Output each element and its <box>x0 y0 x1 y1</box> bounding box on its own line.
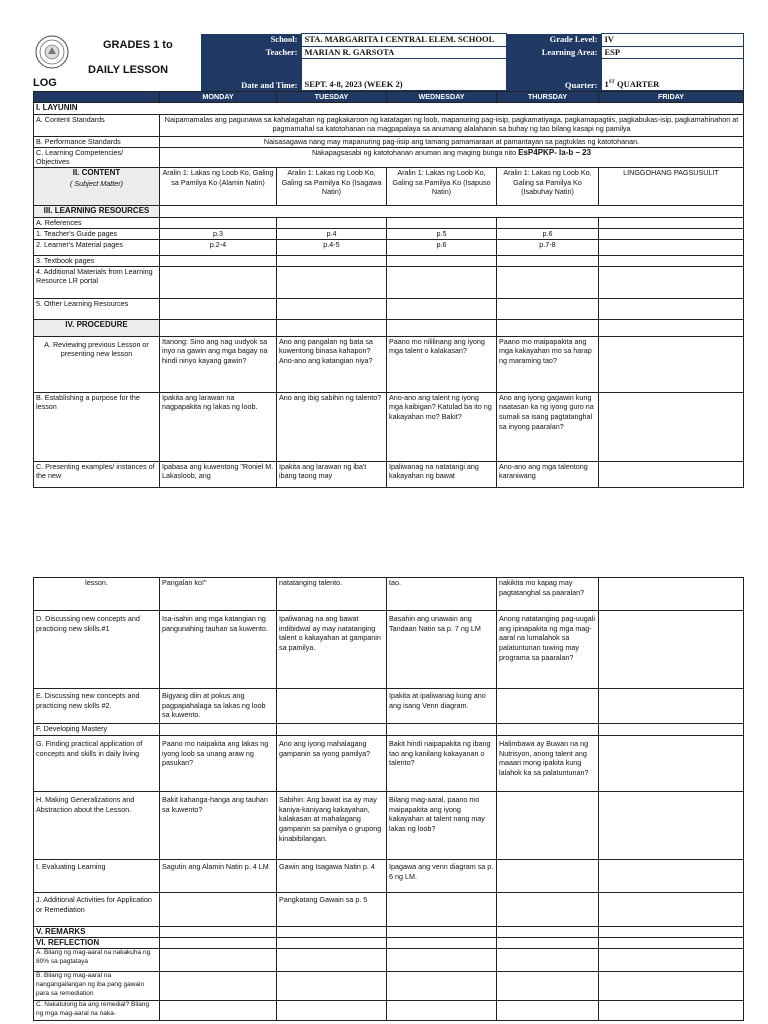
school-value: STA. MARGARITA I CENTRAL ELEM. SCHOOL <box>301 34 506 47</box>
procedure-b-tuesday: Ano ang ibig sabihin ng talento? <box>277 392 387 461</box>
day-monday: MONDAY <box>160 92 277 103</box>
procedure-g-thursday: Halimbawa ay Buwan na ng Nutrisyon, anong talent ang maaari mong ipakita kung lalahok ka sa palatuntunan? <box>497 736 599 792</box>
procedure-j-tuesday: Pangkatang Gawain sa p. 5 <box>277 893 387 927</box>
content-standards-label: A. Content Standards <box>34 114 160 136</box>
lm-monday: p.2-4 <box>160 239 277 255</box>
procedure-e-label: E. Discussing new concepts and practicing new skills #2. <box>34 689 160 724</box>
procedure-c-friday <box>599 461 744 487</box>
procedure-h-label: H. Making Generalizations and Abstraction about the Lesson. <box>34 792 160 860</box>
tg-friday <box>599 228 744 239</box>
procedure-b-wednesday: Ano-ano ang talent ng iyong mga kaibigan? Katulad ba ito ng kakayahan mo? Bakit? <box>387 392 497 461</box>
reflection-a-label: A. Bilang ng mag-aaral na nakakuha ng 80% sa pagtataya <box>34 949 160 972</box>
content-friday: LINGGOHANG PAGSUSULIT <box>599 167 744 205</box>
teacher-value: MARIAN R. GARSOTA <box>301 46 506 59</box>
procedure-d-monday: Isa-isahin ang mga katangian ng pangunahing tauhan sa kuwento. <box>160 611 277 689</box>
procedure-i-label: I. Evaluating Learning <box>34 860 160 893</box>
procedure-i-friday <box>599 860 744 893</box>
procedure-a-label: A. Reviewing previous Lesson or presenting new lesson <box>34 336 160 392</box>
procedure-j-friday <box>599 893 744 927</box>
procedure-j-label: J. Additional Activities for Application or Remediation <box>34 893 160 927</box>
tg-wednesday: p.5 <box>387 228 497 239</box>
content-monday: Aralin 1: Lakas ng Loob Ko, Galing sa Pamilya Ko (Alamin Natin) <box>160 167 277 205</box>
procedure-b-thursday: Ano ang iyong gagawin kung naatasan ka ng iyong guro na sumali sa isang pagtatanghal sa inyong paaralan? <box>497 392 599 461</box>
day-wednesday: WEDNESDAY <box>387 92 497 103</box>
lm-tuesday: p.4-5 <box>277 239 387 255</box>
procedure-d-label: D. Discussing new concepts and practicing new skills.#1 <box>34 611 160 689</box>
procedure-d-thursday: Anong natatanging pag-uugali ang ipinapakita ng mga mag-aaral na lumalahok sa palatuntunan tuwing may programa sa paaralan? <box>497 611 599 689</box>
reflection-b-label: B. Bilang ng mag-aaral na nangangailangan ng iba pang gawain para sa remediation <box>34 972 160 1001</box>
tg-thursday: p.6 <box>497 228 599 239</box>
procedure-g-friday <box>599 736 744 792</box>
procedure-c-wednesday-cont: tao. <box>387 578 497 611</box>
day-thursday: THURSDAY <box>497 92 599 103</box>
reflection-c-label: C. Nakatulong ba ang remedial? Bilang ng mga mag-aaral na naka- <box>34 1001 160 1021</box>
grade-level-value: IV <box>601 34 743 47</box>
procedure-c-label: C. Presenting examples/ instances of the new <box>34 461 160 487</box>
performance-standards-label: B. Performance Standards <box>34 136 160 147</box>
procedure-i-wednesday: Ipagawa ang venn diagram sa p. 6 ng LM. <box>387 860 497 893</box>
grade-level-label: Grade Level: <box>506 34 601 47</box>
procedure-e-wednesday: Ipakita at ipaliwanag kung ano ang isang Venn diagram. <box>387 689 497 724</box>
content-thursday: Aralin 1: Lakas ng Loob Ko, Galing sa Pamilya Ko (Isabuhay Natin) <box>497 167 599 205</box>
learners-material-label: 2. Learner's Material pages <box>34 239 160 255</box>
procedure-e-friday <box>599 689 744 724</box>
procedure-h-thursday <box>497 792 599 860</box>
procedure-c-tuesday: Ipakita ang larawan ng iba't ibang taong may <box>277 461 387 487</box>
dll-title: DAILY LESSON <box>88 64 169 76</box>
procedure-j-wednesday <box>387 893 497 927</box>
reflection-heading: VI. REFLECTION <box>34 938 160 949</box>
procedure-a-wednesday: Paano mo nililinang ang iyong mga talent o kalakasan? <box>387 336 497 392</box>
procedure-c-tuesday-cont: natatanging talento. <box>277 578 387 611</box>
day-friday: FRIDAY <box>599 92 744 103</box>
procedure-c-thursday: Ano-ano ang mga talentong karaniwang <box>497 461 599 487</box>
references-label: A. References <box>34 217 160 228</box>
procedure-heading: IV. PROCEDURE <box>34 319 160 336</box>
quarter-value: 1ST QUARTER <box>601 59 743 91</box>
remarks-heading: V. REMARKS <box>34 927 160 938</box>
procedure-j-monday <box>160 893 277 927</box>
procedure-d-friday <box>599 611 744 689</box>
resources-heading: III. LEARNING RESOURCES <box>34 205 160 217</box>
procedure-b-label: B. Establishing a purpose for the lesson <box>34 392 160 461</box>
teachers-guide-label: 1. Teacher's Guide pages <box>34 228 160 239</box>
procedure-b-friday <box>599 392 744 461</box>
competencies-text: Nakapagsasabi ng katotohanan anuman ang maging bunga nito EsP4PKP- Ia-b – 23 <box>160 147 744 167</box>
content-wednesday: Aralin 1: Lakas ng Loob Ko, Galing sa Pamilya Ko (Isapuso Natin) <box>387 167 497 205</box>
procedure-h-wednesday: Bilang mag-aaral, paano mo maipapakita ang iyong kakayahan at talent nang may lakas ng loob? <box>387 792 497 860</box>
learning-area-value: ESP <box>601 46 743 59</box>
additional-materials-label: 4. Additional Materials from Learning Resource LR portal <box>34 266 160 298</box>
procedure-a-friday <box>599 336 744 392</box>
procedure-a-thursday: Paano mo maipapakita ang mga kakayahan mo sa harap ng maraming tao? <box>497 336 599 392</box>
procedure-g-label: G. Finding practical application of concepts and skills in daily living <box>34 736 160 792</box>
lm-friday <box>599 239 744 255</box>
content-label: II. CONTENT ( Subject Matter) <box>34 167 160 205</box>
procedure-e-thursday <box>497 689 599 724</box>
procedure-a-monday: Itanong: Sino ang nag uudyok sa inyo na gawin ang mga bagay na hindi ninyo kayang gawin? <box>160 336 277 392</box>
document-page-1 <box>33 33 743 511</box>
quarter-label: Quarter: <box>506 59 601 91</box>
day-tuesday: TUESDAY <box>277 92 387 103</box>
procedure-c-wednesday: Ipaliwanag na natatangi ang kakayahan ng bawat <box>387 461 497 487</box>
procedure-g-wednesday: Bakit hindi naipapakita ng ibang tao ang kanilang kakayanan o talento? <box>387 736 497 792</box>
grades-label: GRADES 1 to <box>103 39 173 51</box>
procedure-f-label: F. Developing Mastery <box>34 724 160 736</box>
lm-wednesday: p.6 <box>387 239 497 255</box>
procedure-i-monday: Sagutin ang Alamin Natin p. 4 LM <box>160 860 277 893</box>
procedure-h-monday: Bakit kahanga-hanga ang tauhan sa kuwento? <box>160 792 277 860</box>
dll-header <box>33 33 743 91</box>
procedure-e-monday: Bigyang diin at pokus ang pagpapahalaga sa lakas ng loob sa kuwento. <box>160 689 277 724</box>
procedure-c-monday: Ipabasa ang kuwentong "Roniel M. Lakasloob, ang <box>160 461 277 487</box>
lm-thursday: p.7-8 <box>497 239 599 255</box>
competencies-label: C. Learning Competencies/ Objectives <box>34 147 160 167</box>
procedure-j-thursday <box>497 893 599 927</box>
dll-table-page-2 <box>33 577 744 1021</box>
header-info <box>201 33 743 91</box>
document-page-2 <box>33 577 743 1024</box>
log-label: LOG <box>33 77 57 89</box>
school-label: School: <box>201 34 301 47</box>
procedure-c-label-cont: lesson. <box>34 578 160 611</box>
procedure-h-friday <box>599 792 744 860</box>
procedure-c-friday-cont <box>599 578 744 611</box>
learning-area-label: Learning Area: <box>506 46 601 59</box>
procedure-i-thursday <box>497 860 599 893</box>
dll-table-page-1 <box>33 91 744 488</box>
datetime-label: Date and Time: <box>201 59 301 91</box>
deped-seal-icon <box>35 35 69 69</box>
procedure-c-thursday-cont: nakikita mo kapag may pagtatanghal sa paaralan? <box>497 578 599 611</box>
datetime-value: SEPT. 4-8, 2023 (WEEK 2) <box>301 59 506 91</box>
tg-monday: p.3 <box>160 228 277 239</box>
procedure-h-tuesday: Sabihin: Ang bawat isa ay may kaniya-kaniyang kakayahan, kalakasan at mahalagang gampanin sa pamilya o grupong kinabibilangan. <box>277 792 387 860</box>
procedure-g-tuesday: Ano ang iyong mahalagang gampanin sa iyong pamilya? <box>277 736 387 792</box>
procedure-c-monday-cont: Pangalan ko!" <box>160 578 277 611</box>
teacher-label: Teacher: <box>201 46 301 59</box>
tg-tuesday: p.4 <box>277 228 387 239</box>
procedure-d-wednesday: Basahin ang unawain ang Tandaan Natin sa p. 7 ng LM <box>387 611 497 689</box>
content-tuesday: Aralin 1: Lakas ng Loob Ko, Galing sa Pamilya Ko (Isagawa Natin) <box>277 167 387 205</box>
performance-standards-text: Naisasagawa nang may mapanuring pag-iisip ang tamang pamamaraan at pamantayan sa pagtuklas ng katotohanan. <box>160 136 744 147</box>
procedure-i-tuesday: Gawin ang Isagawa Natin p. 4 <box>277 860 387 893</box>
content-standards-text: Naipamamalas ang pagunawa sa kahalagahan ng pagkakaroon ng katatagan ng loob, mapanuring pag-iisip, pagkamatiyaga, pagkamapagtiis, pagkabukas-isip, pagkamahinahon at pagmamahal sa katotohanan na magpapalaya sa anumang alalahanin sa buhay ng tao bilang kasapi ng pamilya <box>160 114 744 136</box>
other-resources-label: 5. Other Learning Resources <box>34 298 160 319</box>
procedure-g-monday: Paano mo naipakita ang lakas ng iyong loob sa unang araw ng pasukan? <box>160 736 277 792</box>
textbook-label: 3. Textbook pages <box>34 255 160 266</box>
layunin-heading: I. LAYUNIN <box>34 102 744 114</box>
procedure-a-tuesday: Ano ang pangalan ng bata sa kuwentong binasa kahapon? Ano-ano ang katangian niya? <box>277 336 387 392</box>
procedure-e-tuesday <box>277 689 387 724</box>
procedure-d-tuesday: Ipaliwanag na ang bawat indibidwal ay may natatanging talent o kakayahan at gampanin sa pamilya. <box>277 611 387 689</box>
procedure-b-monday: Ipakita ang larawan na nagpapakita ng lakas ng loob. <box>160 392 277 461</box>
